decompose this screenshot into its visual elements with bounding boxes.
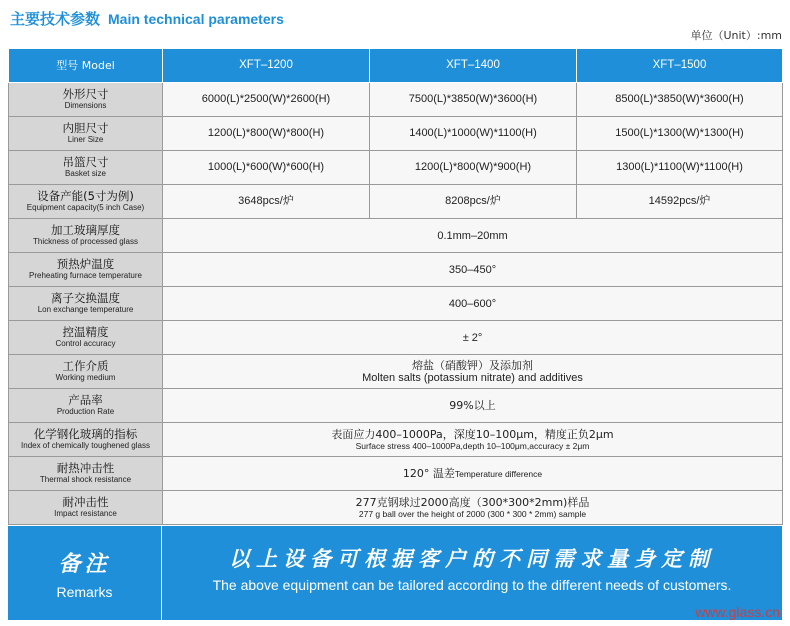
table-row bbox=[9, 83, 783, 117]
unit-note: 单位（Unit）:mm bbox=[690, 29, 782, 42]
row-value: 8208pcs/炉 bbox=[370, 185, 577, 219]
row-value: 1200(L)*800(W)*800(H) bbox=[163, 117, 370, 151]
row-value: 7500(L)*3850(W)*3600(H) bbox=[370, 83, 577, 117]
row-label-cn: 耐热冲击性 bbox=[56, 461, 115, 475]
shared-value bbox=[163, 253, 783, 287]
table-row bbox=[9, 117, 783, 151]
table-row bbox=[9, 321, 783, 355]
row-label bbox=[9, 253, 163, 287]
row-label bbox=[9, 287, 163, 321]
row-label bbox=[9, 491, 163, 525]
value-line-en: Surface stress 400–1000Pa,depth 10–100μm,accuracy ± 2μm bbox=[355, 440, 590, 451]
row-label-cn: 耐冲击性 bbox=[62, 495, 109, 509]
row-value: 14592pcs/炉 bbox=[577, 185, 783, 219]
row-label-en: Working medium bbox=[55, 373, 116, 382]
row-label-cn: 内胆尺寸 bbox=[62, 121, 109, 135]
row-label-cn: 加工玻璃厚度 bbox=[51, 223, 120, 237]
value-line: 0.1mm–20mm bbox=[437, 229, 508, 242]
row-label-cn: 离子交换温度 bbox=[51, 291, 120, 305]
shared-value bbox=[163, 287, 783, 321]
row-label-cn: 预热炉温度 bbox=[56, 257, 115, 271]
row-label bbox=[9, 185, 163, 219]
value-line: ± 2° bbox=[462, 331, 483, 344]
spec-table bbox=[8, 48, 783, 525]
row-value: 1200(L)*800(W)*900(H) bbox=[370, 151, 577, 185]
table-row bbox=[9, 287, 783, 321]
table-row bbox=[9, 253, 783, 287]
value-line: 400–600° bbox=[448, 297, 497, 310]
row-value: 3648pcs/炉 bbox=[163, 185, 370, 219]
header-row bbox=[9, 49, 783, 83]
remarks-label-cn: 备注 bbox=[58, 550, 111, 577]
row-label bbox=[9, 83, 163, 117]
row-label-en: Basket size bbox=[65, 169, 106, 178]
value-line: 350–450° bbox=[448, 263, 497, 276]
shared-value bbox=[163, 219, 783, 253]
model-header-2: XFT–1400 bbox=[370, 49, 577, 83]
model-label-cell bbox=[9, 49, 163, 83]
model-header-1: XFT–1200 bbox=[163, 49, 370, 83]
model-label-cn: 型号 bbox=[56, 59, 79, 72]
value-line-en: Temperature difference bbox=[454, 468, 543, 479]
shared-value bbox=[163, 491, 783, 525]
remarks-text-cn: 以上设备可根据客户的不同需求量身定制 bbox=[229, 546, 715, 571]
shared-value bbox=[163, 423, 783, 457]
remarks-text-en: The above equipment can be tailored according to the different needs of customers. bbox=[212, 577, 732, 593]
row-label-en: Dimensions bbox=[64, 101, 107, 110]
row-label-en: Index of chemically toughened glass bbox=[21, 441, 150, 450]
row-label-cn: 化学钢化玻璃的指标 bbox=[33, 427, 138, 441]
row-value: 1000(L)*600(W)*600(H) bbox=[163, 151, 370, 185]
value-line-cn: 277克钢球过2000高度（300*300*2mm)样品 bbox=[355, 495, 590, 509]
table-row bbox=[9, 389, 783, 423]
value-line-en: 277 g ball over the height of 2000 (300 * 300 * 2mm) sample bbox=[358, 508, 587, 519]
remarks-text bbox=[162, 526, 782, 620]
row-label bbox=[9, 457, 163, 491]
row-label-en: Liner Size bbox=[67, 135, 104, 144]
value-line: 99%以上 bbox=[449, 399, 496, 412]
row-label bbox=[9, 355, 163, 389]
value-line-en: Molten salts (potassium nitrate) and additives bbox=[362, 372, 583, 384]
row-label-en: Production Rate bbox=[56, 407, 115, 416]
row-label-cn: 设备产能(5寸为例) bbox=[37, 189, 134, 203]
title-english: Main technical parameters bbox=[108, 11, 284, 27]
table-row bbox=[9, 423, 783, 457]
table-row bbox=[9, 219, 783, 253]
value-line-cn: 表面应力400–1000Pa，深度10–100μm，精度正负2μm bbox=[331, 427, 614, 441]
title-chinese: 主要技术参数 bbox=[10, 10, 101, 28]
row-label-cn: 控温精度 bbox=[62, 325, 109, 339]
row-value: 1400(L)*1000(W)*1100(H) bbox=[370, 117, 577, 151]
shared-value bbox=[163, 457, 783, 491]
row-value: 1500(L)*1300(W)*1300(H) bbox=[577, 117, 783, 151]
page-title bbox=[10, 8, 284, 29]
model-label-en: Model bbox=[81, 59, 115, 72]
table-row bbox=[9, 151, 783, 185]
row-label-cn: 产品率 bbox=[68, 393, 103, 407]
remarks-banner bbox=[8, 526, 782, 620]
table-row bbox=[9, 355, 783, 389]
row-label bbox=[9, 321, 163, 355]
remarks-label-en: Remarks bbox=[56, 583, 113, 600]
row-label-en: Preheating furnace temperature bbox=[29, 271, 142, 280]
table-row bbox=[9, 491, 783, 525]
row-label-en: Thickness of processed glass bbox=[33, 237, 138, 246]
table-row bbox=[9, 185, 783, 219]
row-label-en: Equipment capacity(5 inch Case) bbox=[26, 203, 145, 212]
shared-value bbox=[163, 355, 783, 389]
row-label bbox=[9, 219, 163, 253]
value-line-cn: 120° 温差 bbox=[402, 466, 455, 480]
row-label-en: Impact resistance bbox=[54, 509, 117, 518]
shared-value bbox=[163, 321, 783, 355]
row-label-cn: 工作介质 bbox=[62, 359, 109, 373]
row-label bbox=[9, 151, 163, 185]
row-label-cn: 吊篮尺寸 bbox=[62, 155, 109, 169]
row-label bbox=[9, 423, 163, 457]
row-value: 1300(L)*1100(W)*1100(H) bbox=[577, 151, 783, 185]
row-label bbox=[9, 117, 163, 151]
watermark: www.glass.cn bbox=[695, 604, 780, 620]
row-label-en: Lon exchange temperature bbox=[37, 305, 134, 314]
row-label-en: Control accuracy bbox=[55, 339, 116, 348]
remarks-label bbox=[8, 526, 162, 620]
row-label bbox=[9, 389, 163, 423]
model-header-3: XFT–1500 bbox=[577, 49, 783, 83]
value-line-cn: 熔盐（硝酸钾）及添加剂 bbox=[412, 359, 533, 372]
shared-value bbox=[163, 389, 783, 423]
row-value: 8500(L)*3850(W)*3600(H) bbox=[577, 83, 783, 117]
table-row bbox=[9, 457, 783, 491]
row-label-en: Thermal shock resistance bbox=[39, 475, 132, 484]
row-value: 6000(L)*2500(W)*2600(H) bbox=[163, 83, 370, 117]
row-label-cn: 外形尺寸 bbox=[62, 87, 109, 101]
